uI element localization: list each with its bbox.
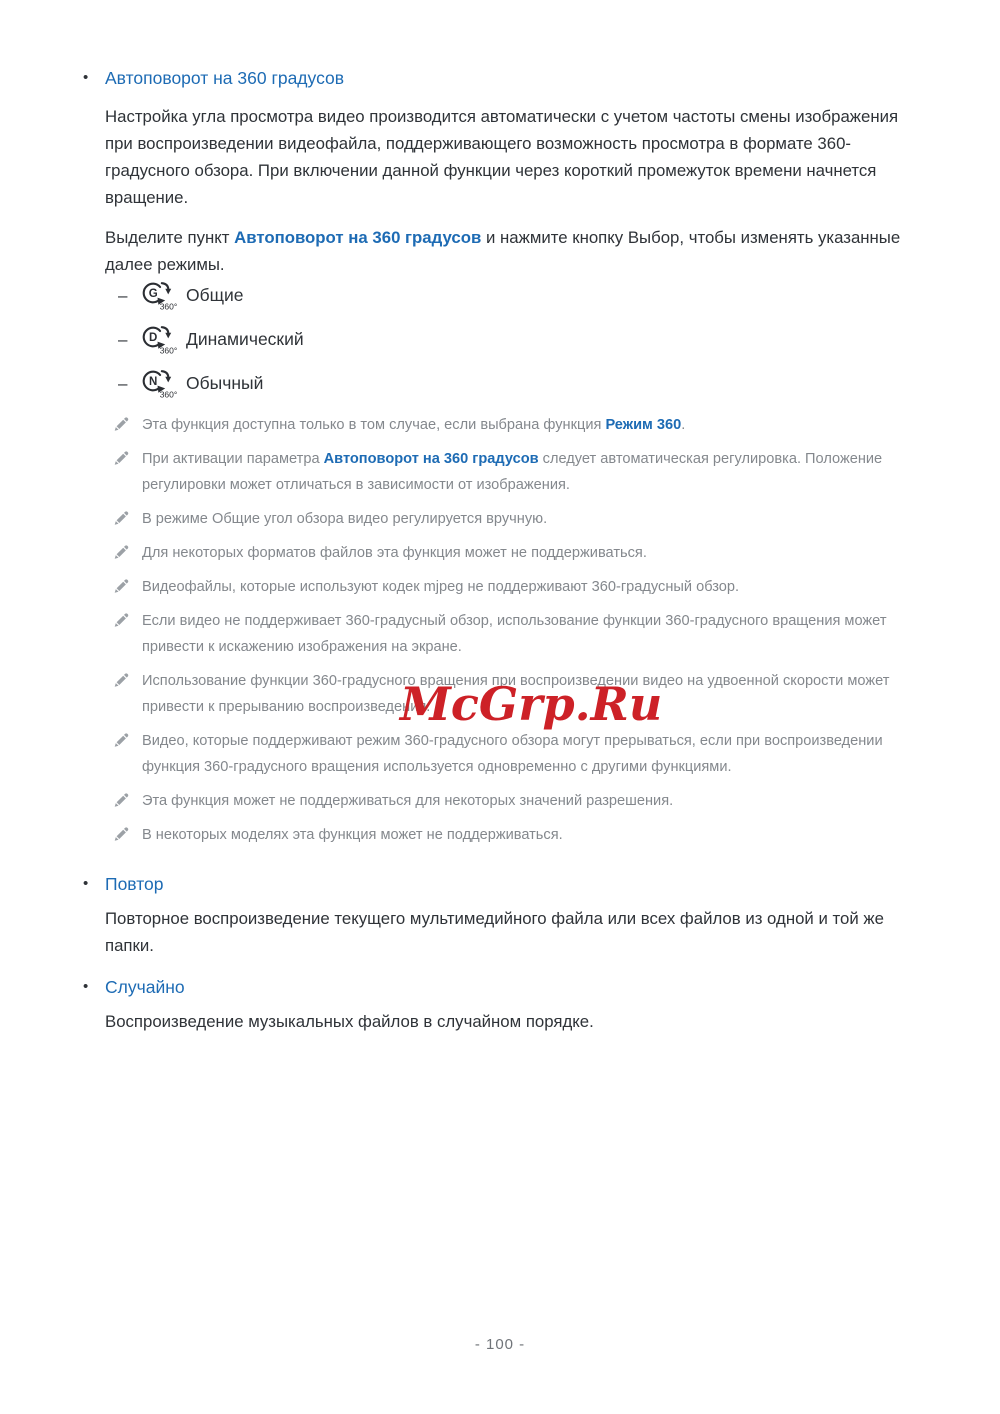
note-pencil-icon <box>112 574 130 594</box>
section-title: Случайно <box>105 977 185 997</box>
note-item <box>105 446 920 498</box>
rotate-360-icon <box>140 324 178 355</box>
note-item <box>105 574 920 600</box>
note-item <box>105 506 920 532</box>
note-pencil-icon <box>112 506 130 526</box>
mode-degree-caption: 360° <box>159 301 178 311</box>
note-pencil-icon <box>112 822 130 842</box>
mode-item <box>105 324 920 355</box>
note-text: Видео, которые поддерживают режим 360-градусного обзора могут прерываться, если при воспроизведении функция 360-градусного вращения используется одновременно с другими функциями. <box>142 733 883 775</box>
dash-icon: – <box>118 373 128 393</box>
note-text: Использование функции 360-градусного вращения при воспроизведении видео на удвоенной скорости может привести к прерыванию воспроизведения. <box>142 673 890 715</box>
note-pencil-icon <box>112 540 130 560</box>
note-pencil-icon <box>112 446 130 466</box>
note-item <box>105 788 920 814</box>
rotate-360-icon <box>140 280 178 311</box>
note-text: Если видео не поддерживает 360-градусный обзор, использование функции 360-градусного вращения может привести к искажению изображения на экране. <box>142 613 887 655</box>
page-number: - 100 - <box>474 1336 526 1353</box>
paragraph: Воспроизведение музыкальных файлов в случайном порядке. <box>105 1012 594 1031</box>
note-text: Для некоторых форматов файлов эта функция может не поддерживаться. <box>142 545 647 561</box>
note-item <box>105 728 920 780</box>
note-item <box>105 608 920 660</box>
section-body <box>105 975 920 1035</box>
paragraph: Повторное воспроизведение текущего мультимедийного файла или всех файлов из одной и той же папки. <box>105 909 884 955</box>
watermark: McGrp.Ru <box>400 677 663 731</box>
bullet-icon: • <box>83 875 89 892</box>
mode-degree-caption: 360° <box>159 345 178 355</box>
modes-list <box>105 280 920 399</box>
note-text: Видеофайлы, которые используют кодек mjpeg не поддерживают 360-градусный обзор. <box>142 579 740 595</box>
notes-list <box>105 412 920 848</box>
mode-item <box>105 280 920 311</box>
section-title: Автоповорот на 360 градусов <box>105 68 345 88</box>
dash-icon: – <box>118 285 128 305</box>
section-body <box>105 66 920 856</box>
page-content <box>83 66 920 1035</box>
mode-letter: N <box>149 376 158 388</box>
mode-label: Динамический <box>186 329 304 349</box>
note-item <box>105 412 920 438</box>
paragraph: Настройка угла просмотра видео производится автоматически с учетом частоты смены изображения при воспроизведении видеофайла, поддерживающего возможность просмотра в формате 360-градусного обзора. При включении данной функции через короткий промежуток времени начнется вращение. <box>105 107 899 207</box>
note-text: В режиме Общие угол обзора видео регулируется вручную. <box>142 511 548 527</box>
bullet-icon: • <box>83 69 89 86</box>
note-text: В некоторых моделях эта функция может не поддерживаться. <box>142 827 563 843</box>
section-body <box>105 872 920 959</box>
note-pencil-icon <box>112 728 130 748</box>
note-text: Эта функция доступна только в том случае, если выбрана функция Режим 360. <box>142 417 686 433</box>
mode-letter: G <box>148 288 158 300</box>
mode-letter: D <box>149 332 158 344</box>
rotate-360-icon <box>140 368 178 399</box>
bullet-icon: • <box>83 978 89 995</box>
section-autorotate-360 <box>83 66 920 856</box>
paragraph: Выделите пункт Автоповорот на 360 градусов и нажмите кнопку Выбор, чтобы изменять указанные далее режимы. <box>105 228 901 274</box>
note-item <box>105 540 920 566</box>
mode-degree-caption: 360° <box>159 389 178 399</box>
mode-item <box>105 368 920 399</box>
note-text: Эта функция может не поддерживаться для некоторых значений разрешения. <box>142 793 674 809</box>
note-pencil-icon <box>112 412 130 432</box>
note-text: При активации параметра Автоповорот на 360 градусов следует автоматическая регулировка. Положение регулировки может отличаться в зависимости от изображения. <box>142 451 883 493</box>
note-pencil-icon <box>112 788 130 808</box>
note-pencil-icon <box>112 608 130 628</box>
dash-icon: – <box>118 329 128 349</box>
section-title: Повтор <box>105 874 164 894</box>
note-pencil-icon <box>112 668 130 688</box>
section-shuffle <box>83 975 920 1035</box>
mode-label: Обычный <box>186 373 264 393</box>
section-repeat <box>83 872 920 959</box>
note-item <box>105 822 920 848</box>
mode-label: Общие <box>186 285 244 305</box>
